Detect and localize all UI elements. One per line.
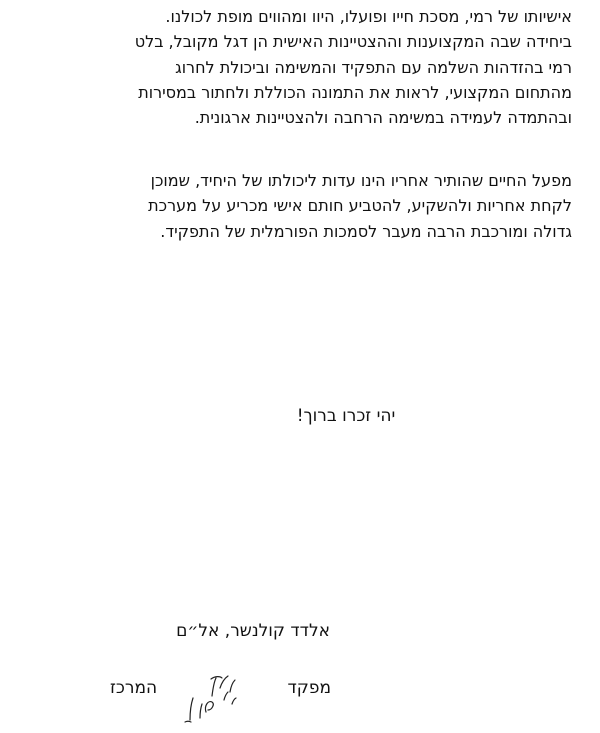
- closing-blessing: יהי זכרו ברוך!: [296, 406, 396, 426]
- paragraph-1-line: מהתחום המקצועי, לראות את התמונה הכוללת ולחתור במסירות: [138, 82, 572, 102]
- paragraph-2: [40, 168, 572, 244]
- signer-title-commander: מפקד: [287, 678, 331, 698]
- paragraph-2-line: מפעל החיים שהותיר אחריו הינו עדות ליכולתו של היחיד, שמוכן: [150, 171, 572, 190]
- handwritten-signature-icon: [178, 666, 246, 726]
- paragraph-2-line: גדולה ומורכבת הרבה מעבר לסמכות הפורמלית של התפקיד.: [160, 221, 572, 241]
- paragraph-1: [40, 4, 572, 130]
- paragraph-2-line: לקחת אחריות ולהשקיע, להטביע חותם אישי מכריע על מערכת: [148, 196, 572, 216]
- paragraph-1-line: ובהתמדה לעמידה במשימה הרחבה ולהצטיינות ארגונית.: [194, 108, 572, 128]
- paragraph-1-line: ביחידה שבה המקצוענות וההצטיינות האישית הן דגל מקובל, בלט: [134, 32, 572, 52]
- paragraph-1-line: רמי בהזדהות השלמה עם התפקיד והמשימה וביכולת לחרוג: [175, 57, 572, 77]
- signer-name-rank: אלדד קולנשר, אל״ם: [176, 621, 330, 641]
- paragraph-1-line: אישיותו של רמי, מסכת חייו ופועלו, היוו ומהווים מופת לכולנו.: [165, 7, 572, 26]
- signer-title-center: המרכז: [110, 678, 158, 698]
